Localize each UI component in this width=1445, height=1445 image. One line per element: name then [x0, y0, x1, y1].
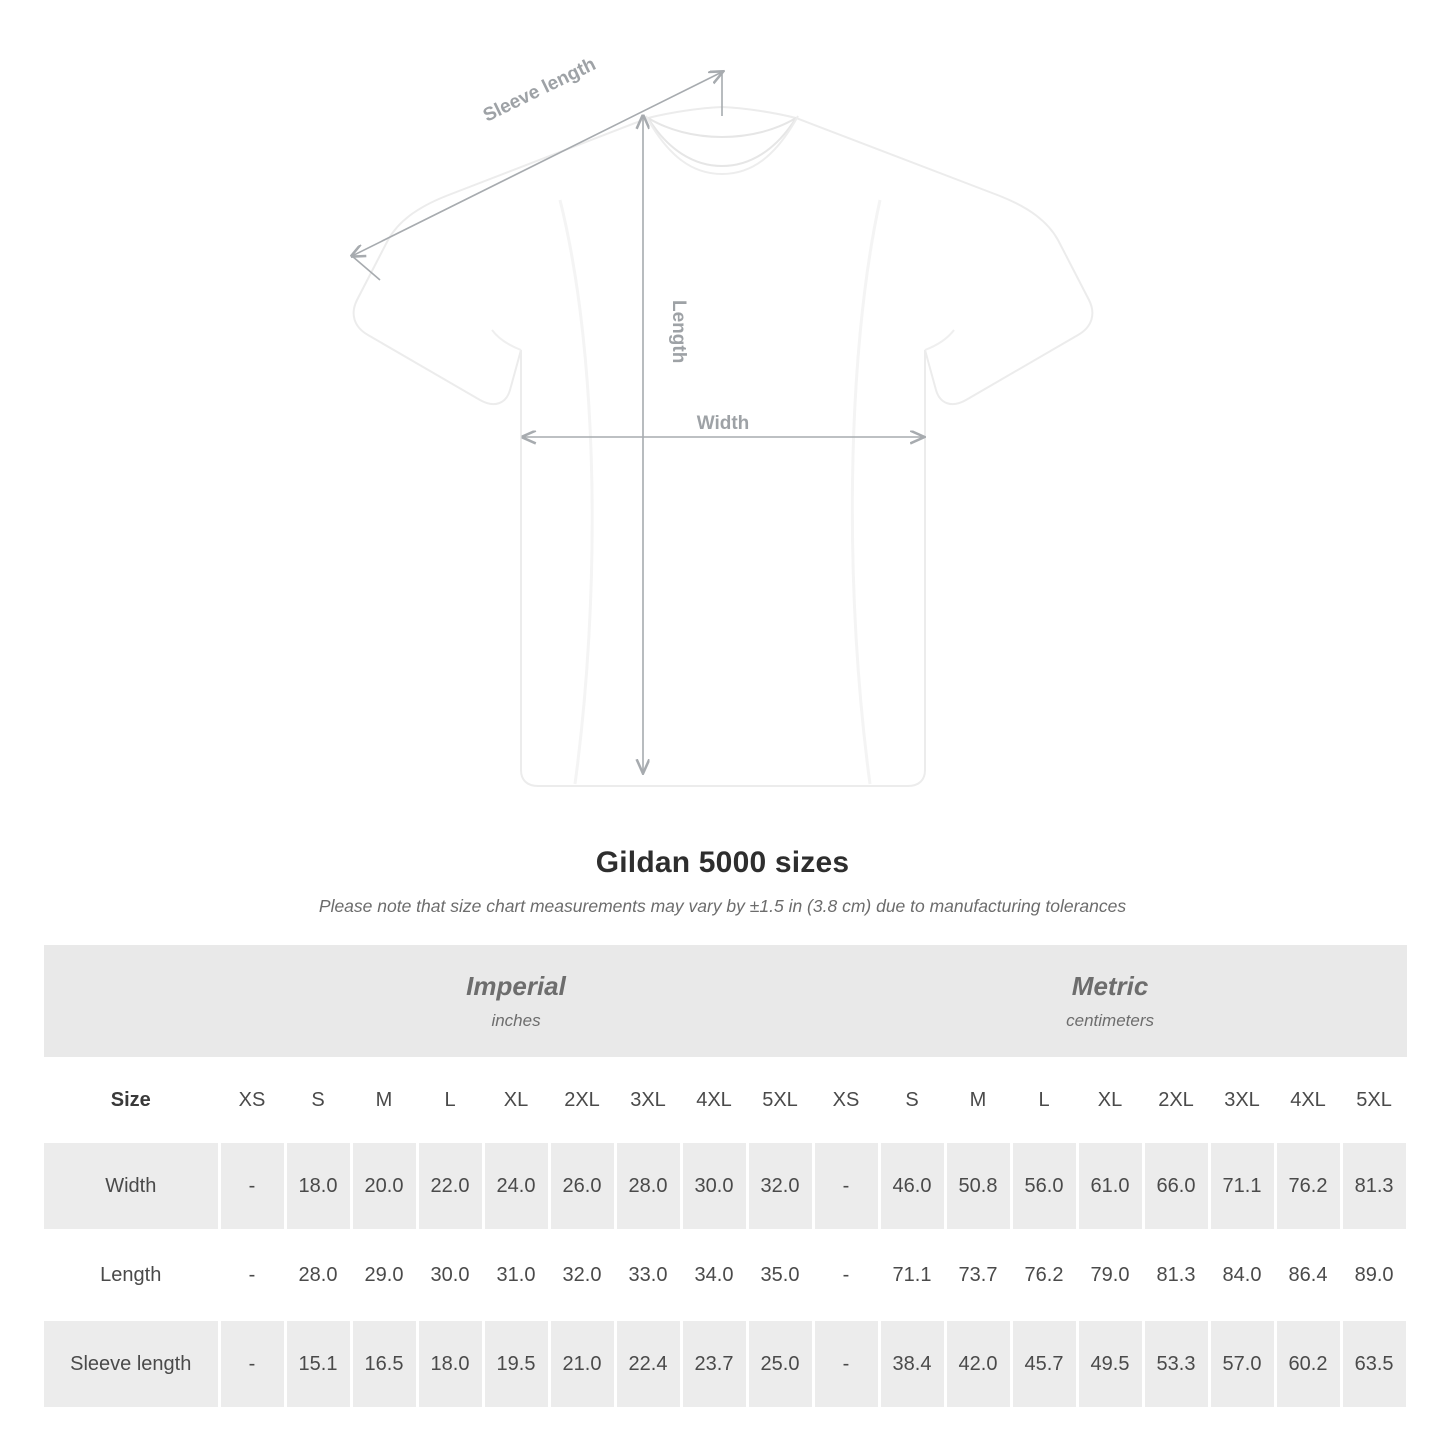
cell-width-in-xl: 24.0 — [483, 1143, 549, 1231]
cell-width-in-m: 20.0 — [351, 1143, 417, 1231]
unit-name-imperial: Imperial — [466, 971, 566, 1001]
cell-sleeve-cm-5xl: 63.5 — [1341, 1320, 1407, 1409]
size-table — [44, 945, 1409, 1410]
size-header-metric-4xl: 4XL — [1275, 1057, 1341, 1143]
cell-width-cm-s: 46.0 — [879, 1143, 945, 1231]
length-label: Length — [668, 300, 689, 364]
unit-sub-imperial: inches — [491, 1011, 541, 1030]
cell-width-cm-xs: - — [813, 1143, 879, 1231]
size-header-imperial-l: L — [417, 1057, 483, 1143]
cell-sleeve-in-xs: - — [219, 1320, 285, 1409]
cell-length-cm-2xl: 81.3 — [1143, 1231, 1209, 1320]
cell-sleeve-cm-3xl: 57.0 — [1209, 1320, 1275, 1409]
cell-sleeve-cm-m: 42.0 — [945, 1320, 1011, 1409]
cell-sleeve-cm-2xl: 53.3 — [1143, 1320, 1209, 1409]
cell-sleeve-in-3xl: 22.4 — [615, 1320, 681, 1409]
cell-sleeve-in-l: 18.0 — [417, 1320, 483, 1409]
size-header-imperial-s: S — [285, 1057, 351, 1143]
cell-length-in-3xl: 33.0 — [615, 1231, 681, 1320]
cell-width-in-4xl: 30.0 — [681, 1143, 747, 1231]
unit-sub-metric: centimeters — [1066, 1011, 1155, 1030]
cell-sleeve-cm-s: 38.4 — [879, 1320, 945, 1409]
cell-length-in-2xl: 32.0 — [549, 1231, 615, 1320]
size-header-metric-xl: XL — [1077, 1057, 1143, 1143]
size-header-imperial-xl: XL — [483, 1057, 549, 1143]
cell-width-cm-5xl: 81.3 — [1341, 1143, 1407, 1231]
unit-header-spacer — [44, 945, 219, 1057]
size-header-imperial-5xl: 5XL — [747, 1057, 813, 1143]
cell-sleeve-cm-xl: 49.5 — [1077, 1320, 1143, 1409]
cell-length-in-5xl: 35.0 — [747, 1231, 813, 1320]
row-label-length: Length — [44, 1231, 219, 1320]
cell-sleeve-in-2xl: 21.0 — [549, 1320, 615, 1409]
cell-length-in-xl: 31.0 — [483, 1231, 549, 1320]
size-header-imperial-4xl: 4XL — [681, 1057, 747, 1143]
cell-sleeve-in-4xl: 23.7 — [681, 1320, 747, 1409]
cell-sleeve-in-s: 15.1 — [285, 1320, 351, 1409]
size-header-label: Size — [44, 1057, 219, 1143]
cell-length-cm-xl: 79.0 — [1077, 1231, 1143, 1320]
cell-sleeve-cm-l: 45.7 — [1011, 1320, 1077, 1409]
cell-width-cm-xl: 61.0 — [1077, 1143, 1143, 1231]
table-row-width — [44, 1143, 1407, 1231]
size-table-wrap — [44, 945, 1401, 1410]
table-row-length — [44, 1231, 1407, 1320]
page-title: Gildan 5000 sizes — [595, 846, 850, 879]
cell-length-in-m: 29.0 — [351, 1231, 417, 1320]
cell-width-in-s: 18.0 — [285, 1143, 351, 1231]
size-header-metric-3xl: 3XL — [1209, 1057, 1275, 1143]
size-header-imperial-3xl: 3XL — [615, 1057, 681, 1143]
cell-width-in-3xl: 28.0 — [615, 1143, 681, 1231]
cell-width-cm-3xl: 71.1 — [1209, 1143, 1275, 1231]
size-header-metric-s: S — [879, 1057, 945, 1143]
cell-sleeve-cm-xs: - — [813, 1320, 879, 1409]
size-header-imperial-xs: XS — [219, 1057, 285, 1143]
cell-length-cm-5xl: 89.0 — [1341, 1231, 1407, 1320]
tshirt-shape — [354, 107, 1093, 786]
cell-length-in-4xl: 34.0 — [681, 1231, 747, 1320]
unit-header-row — [44, 945, 1407, 1057]
cell-width-cm-4xl: 76.2 — [1275, 1143, 1341, 1231]
unit-header-metric — [813, 945, 1407, 1057]
cell-sleeve-in-m: 16.5 — [351, 1320, 417, 1409]
size-header-metric-m: M — [945, 1057, 1011, 1143]
size-header-metric-xs: XS — [813, 1057, 879, 1143]
cell-sleeve-in-5xl: 25.0 — [747, 1320, 813, 1409]
cell-width-in-xs: - — [219, 1143, 285, 1231]
cell-width-cm-m: 50.8 — [945, 1143, 1011, 1231]
cell-length-cm-xs: - — [813, 1231, 879, 1320]
unit-header-imperial — [219, 945, 813, 1057]
row-label-sleeve-length: Sleeve length — [44, 1320, 219, 1409]
size-header-metric-l: L — [1011, 1057, 1077, 1143]
size-header-metric-2xl: 2XL — [1143, 1057, 1209, 1143]
size-header-imperial-2xl: 2XL — [549, 1057, 615, 1143]
row-label-width: Width — [44, 1143, 219, 1231]
title-block — [0, 846, 1445, 917]
cell-width-in-2xl: 26.0 — [549, 1143, 615, 1231]
cell-sleeve-in-xl: 19.5 — [483, 1320, 549, 1409]
cell-length-in-xs: - — [219, 1231, 285, 1320]
cell-width-in-l: 22.0 — [417, 1143, 483, 1231]
unit-name-metric: Metric — [1071, 971, 1149, 1001]
tolerance-note: Please note that size chart measurements may vary by ±1.5 in (3.8 cm) due to manufacturing tolerances — [318, 896, 1127, 916]
size-header-imperial-m: M — [351, 1057, 417, 1143]
cell-length-cm-s: 71.1 — [879, 1231, 945, 1320]
cell-sleeve-cm-4xl: 60.2 — [1275, 1320, 1341, 1409]
cell-length-cm-4xl: 86.4 — [1275, 1231, 1341, 1320]
cell-length-cm-l: 76.2 — [1011, 1231, 1077, 1320]
cell-width-cm-2xl: 66.0 — [1143, 1143, 1209, 1231]
cell-length-in-l: 30.0 — [417, 1231, 483, 1320]
table-row-sleeve-length — [44, 1320, 1407, 1409]
size-header-row — [44, 1057, 1407, 1143]
cell-length-in-s: 28.0 — [285, 1231, 351, 1320]
width-label: Width — [696, 413, 750, 434]
size-header-metric-5xl: 5XL — [1341, 1057, 1407, 1143]
cell-length-cm-3xl: 84.0 — [1209, 1231, 1275, 1320]
sleeve-length-label: Sleeve length — [479, 53, 600, 127]
cell-width-cm-l: 56.0 — [1011, 1143, 1077, 1231]
cell-width-in-5xl: 32.0 — [747, 1143, 813, 1231]
cell-length-cm-m: 73.7 — [945, 1231, 1011, 1320]
